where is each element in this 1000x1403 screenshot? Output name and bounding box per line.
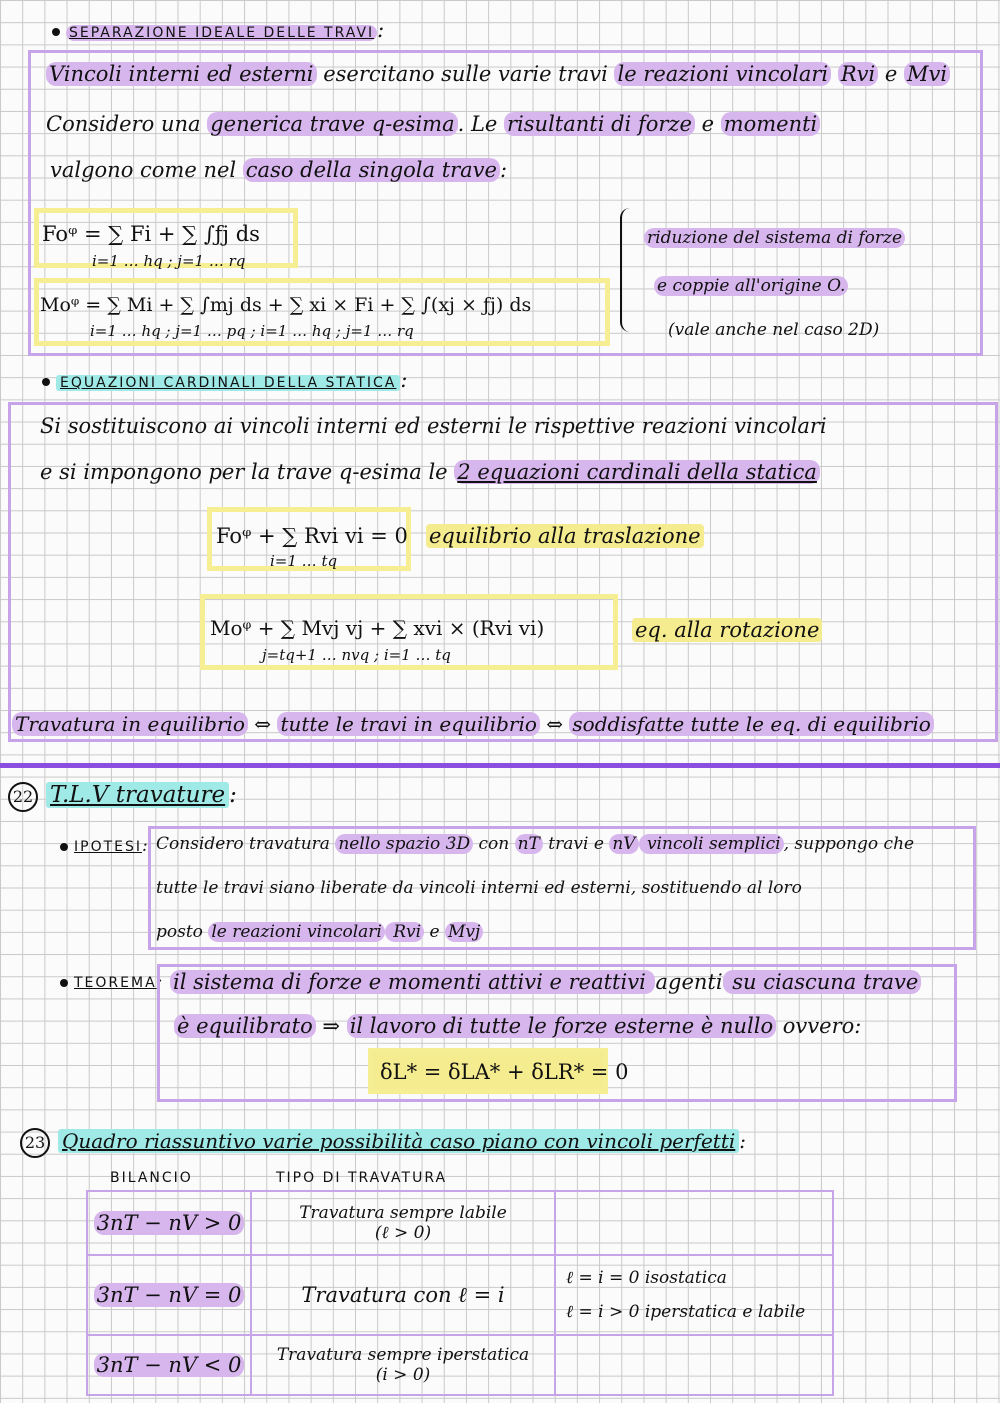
translation-label: equilibrio alla traslazione [426,524,704,548]
moment-equation: Moᵠ = ∑ Mi + ∑ ∫mj ds + ∑ xi × Fi + ∑ ∫(xj × ƒj) ds [40,294,532,316]
table-row [87,1335,833,1395]
table-cell: Travatura sempre iperstatica (i > 0) [251,1335,555,1395]
col-header-bilancio: BILANCIO [110,1170,193,1186]
summary-table [86,1190,834,1396]
teorema-line2: è equilibrato ⇒ il lavoro di tutte le forze esterne è nullo ovvero: [174,1014,861,1038]
sec1-line3: valgono come nel caso della singola trave : [50,158,508,182]
section22-title: 22 T.L.V travature : [8,782,237,812]
sec2-line2: e si impongono per la trave q-esima le 2 equazioni cardinali della statica [40,460,820,484]
sec2-line1: Si sostituiscono ai vincoli interni ed esterni le rispettive reazioni vincolari [40,414,827,438]
side-note-3: (vale anche nel caso 2D) [668,320,880,340]
side-note-2: e coppie all'origine O. [654,276,848,296]
table-cell: 3nT − nV < 0 [87,1335,251,1395]
bullet-icon [52,28,60,36]
virtual-work-formula: δL* = δLA* + δLR* = 0 [380,1060,629,1084]
rotation-equation-limits: j=tq+1 … nvq ; i=1 … tq [262,646,451,664]
sec1-line2: Considero una generica trave q-esima . Le risultanti di forze e momenti [46,112,820,136]
section1-title: SEPARAZIONE IDEALE DELLE TRAVI : [52,18,384,42]
bullet-icon [42,378,50,386]
bullet-icon [60,979,68,987]
section2-box [8,402,998,742]
section-divider [0,763,1000,768]
force-equation: Foᵠ = ∑ Fi + ∑ ∫ƒj ds [42,222,260,246]
col-header-tipo: TIPO DI TRAVATURA [276,1170,448,1186]
ipotesi-line1: Considero travatura nello spazio 3D con nT travi e nV vincoli semplici , suppongo che [156,834,915,854]
table-cell: 3nT − nV = 0 [87,1255,251,1335]
rotation-label: eq. alla rotazione [632,618,822,642]
table-cell: 3nT − nV > 0 [87,1191,251,1255]
table-cell [555,1335,833,1395]
section2-title: EQUAZIONI CARDINALI DELLA STATICA : [42,368,407,392]
moment-equation-limits: i=1 … hq ; j=1 … pq ; i=1 … hq ; j=1 … rq [90,322,414,340]
table-row [87,1191,833,1255]
side-note-1: riduzione del sistema di forze [644,228,905,248]
rotation-equation: Moᵠ + ∑ Mvj vj + ∑ xvi × (Rvi vi) [210,616,545,640]
equilibrium-statement: Travatura in equilibrio ⇔ tutte le travi in equilibrio ⇔ soddisfatte tutte le eq. di equilibrio [12,712,934,736]
bullet-icon [60,843,68,851]
table-cell [555,1191,833,1255]
teorema-line1: il sistema di forze e momenti attivi e reattivi agenti su ciascuna trave [170,970,921,994]
ipotesi-label: IPOTESI: [60,836,148,856]
table-cell: Travatura con ℓ = i [251,1255,555,1335]
ipotesi-line2: tutte le travi siano liberate da vincoli interni ed esterni, sostituendo al loro [156,878,802,898]
ipotesi-line3: posto le reazioni vincolari Rvi e Mvj [156,922,483,942]
table-cell: Travatura sempre labile (ℓ > 0) [251,1191,555,1255]
force-equation-limits: i=1 … hq ; j=1 … rq [92,252,246,270]
curly-brace [620,208,636,332]
sec1-line1: Vincoli interni ed esterni esercitano sulle varie travi le reazioni vincolari Rvi e Mvi [46,62,950,86]
translation-equation: Foᵠ + ∑ Rvi vi = 0 [216,524,408,548]
teorema-label: TEOREMA: [60,972,162,992]
table-row [87,1255,833,1335]
translation-equation-limits: i=1 … tq [270,552,338,570]
section23-title: 23 Quadro riassuntivo varie possibilità caso piano con vincoli perfetti : [20,1128,746,1158]
table-cell: ℓ = i = 0 isostatica ℓ = i > 0 iperstatica e labile [555,1255,833,1335]
